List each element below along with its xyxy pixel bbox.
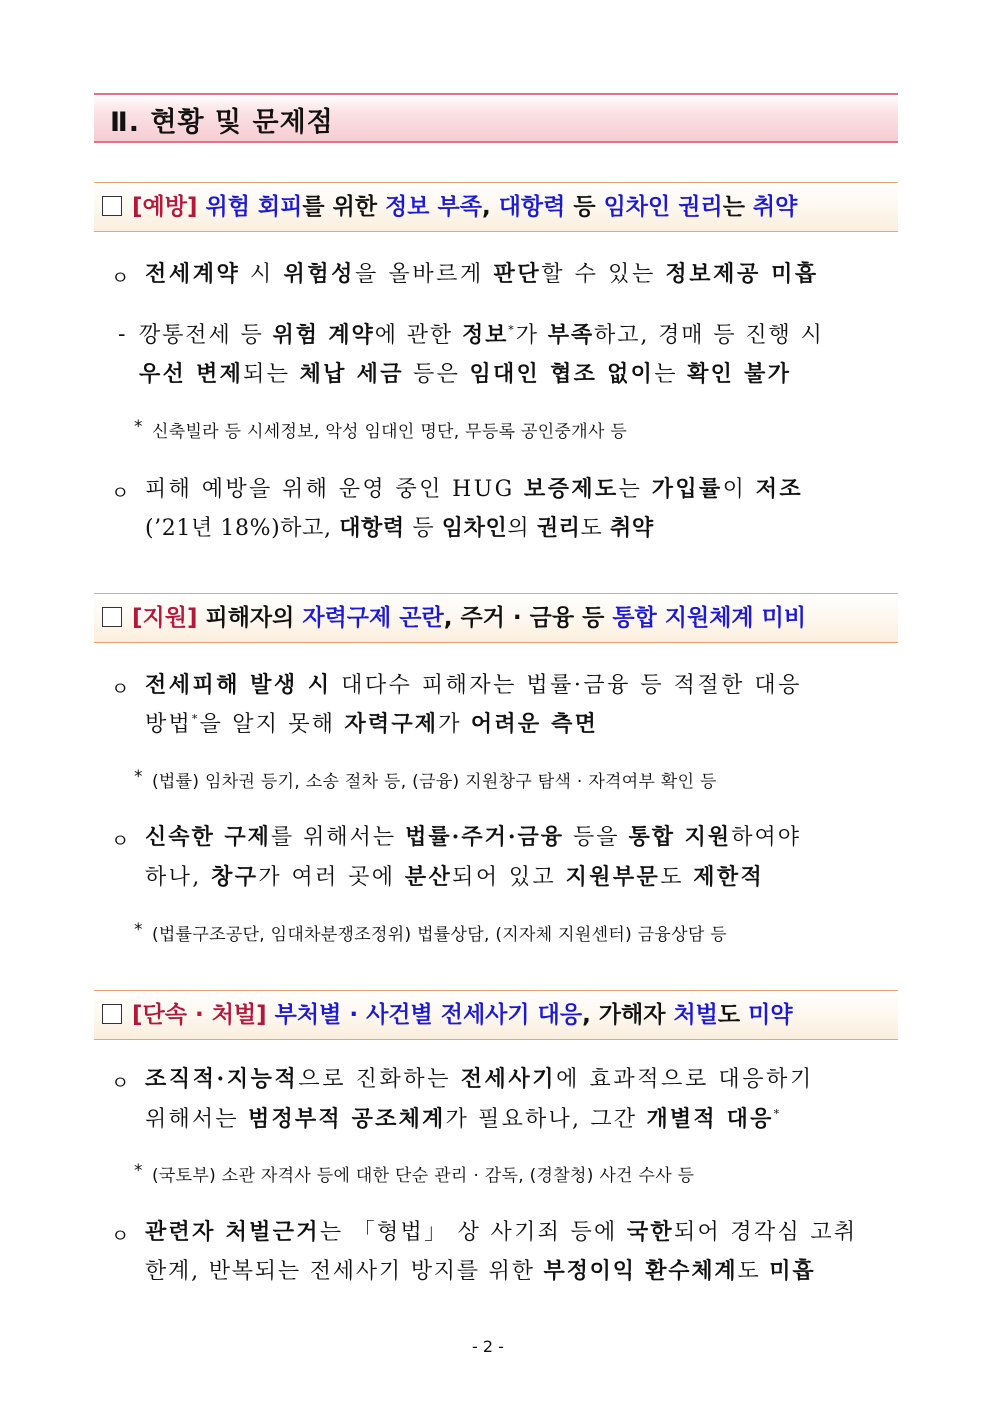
section-text: 위험 회피 <box>205 194 303 220</box>
note-text: (국토부) 소관 자격사 등에 대한 단순 관리 · 감독, (경찰청) 사건 수사 등 <box>152 1166 695 1186</box>
bullet-text: 전세계약 시 위험성을 올바르게 판단할 수 있는 정보제공 미흡 <box>145 261 819 287</box>
section-tag: [지원] <box>132 605 198 631</box>
section-text: 자력구제 곤란 <box>302 605 444 631</box>
bullet-icon: ㅇ <box>111 1072 130 1094</box>
bullet-text: 조직적·지능적으로 진화하는 전세사기에 효과적으로 대응하기 <box>145 1066 814 1092</box>
bullet-text: 전세피해 발생 시 대다수 피해자는 법률·금융 등 적절한 대응 <box>145 672 802 698</box>
section-text: 등 <box>565 194 604 220</box>
bullet-text: (’21년 18%)하고, 대항력 등 임차인의 권리도 취약 <box>145 515 654 541</box>
section-text: 피해자의 <box>205 605 303 631</box>
dash-icon: - <box>118 322 126 347</box>
section-tag: [예방] <box>132 194 198 220</box>
section-text: 정보 부족 <box>385 194 482 220</box>
bullet-text: 피해 예방을 위해 운영 중인 HUG 보증제도는 가입률이 저조 <box>145 476 804 502</box>
note-marker: * <box>134 1161 143 1181</box>
section-text: , 가해자 <box>582 1002 674 1028</box>
bullet-text: 한계, 반복되는 전세사기 방지를 위한 부정이익 환수체계도 미흡 <box>145 1258 816 1284</box>
section-header-support <box>94 593 898 643</box>
bullet-text: 신속한 구제를 위해서는 법률·주거·금융 등을 통합 지원하여야 <box>145 824 801 850</box>
section-text: 부처별 · 사건별 전세사기 대응 <box>274 1002 583 1028</box>
section-text: 미약 <box>748 1002 793 1028</box>
section-text: , <box>481 194 499 220</box>
section-text: , 주거 · 금융 등 <box>443 605 613 631</box>
note-text: (법률구조공단, 임대차분쟁조정위) 법률상담, (지자체 지원센터) 금융상담 등 <box>152 925 728 945</box>
bullet-icon: ㅇ <box>111 678 130 700</box>
section-text: 는 <box>722 194 753 220</box>
section-text: 를 위한 <box>302 194 386 220</box>
section-header-prevention <box>94 182 898 232</box>
note-text: (법률) 임차권 등기, 소송 절차 등, (금융) 지원창구 탐색 · 자격여부 확인 등 <box>152 772 717 792</box>
checkbox-icon <box>102 1004 122 1024</box>
note-marker: * <box>134 767 143 787</box>
bullet-text: 관련자 처벌근거는 「형법」 상 사기죄 등에 국한되어 경각심 고취 <box>145 1219 858 1245</box>
section-text: 통합 지원체계 미비 <box>612 605 807 631</box>
checkbox-icon <box>102 196 122 216</box>
dash-text: 우선 변제되는 체납 세금 등은 임대인 협조 없이는 확인 불가 <box>139 361 792 387</box>
note-marker: * <box>134 417 143 437</box>
bullet-icon: ㅇ <box>111 482 130 504</box>
section-tag: [단속 · 처벌] <box>132 1002 267 1028</box>
page-number: - 2 - <box>472 1337 504 1356</box>
note-marker: * <box>134 920 143 940</box>
bullet-text: 하나, 창구가 여러 곳에 분산되어 있고 지원부문도 제한적 <box>145 864 765 890</box>
section-text: 처벌 <box>673 1002 718 1028</box>
section-text: 대항력 <box>498 194 566 220</box>
bullet-text: 위해서는 범정부적 공조체계가 필요하나, 그간 개별적 대응* <box>145 1106 782 1132</box>
section-header-enforcement <box>94 990 898 1040</box>
bullet-icon: ㅇ <box>111 1225 130 1247</box>
section-text: 도 <box>717 1002 749 1028</box>
bullet-icon: ㅇ <box>111 830 130 852</box>
section-text: 임차인 권리 <box>603 194 723 220</box>
page-title: Ⅱ. 현황 및 문제점 <box>110 107 334 138</box>
dash-text: 깡통전세 등 위험 계약에 관한 정보*가 부족하고, 경매 등 진행 시 <box>139 322 824 348</box>
checkbox-icon <box>102 607 122 627</box>
bullet-icon: ㅇ <box>111 267 130 289</box>
section-text: 취약 <box>752 194 798 220</box>
note-text: 신축빌라 등 시세정보, 악성 임대인 명단, 무등록 공인중개사 등 <box>152 422 628 442</box>
bullet-text: 방법*을 알지 못해 자력구제가 어려운 측면 <box>145 711 599 737</box>
